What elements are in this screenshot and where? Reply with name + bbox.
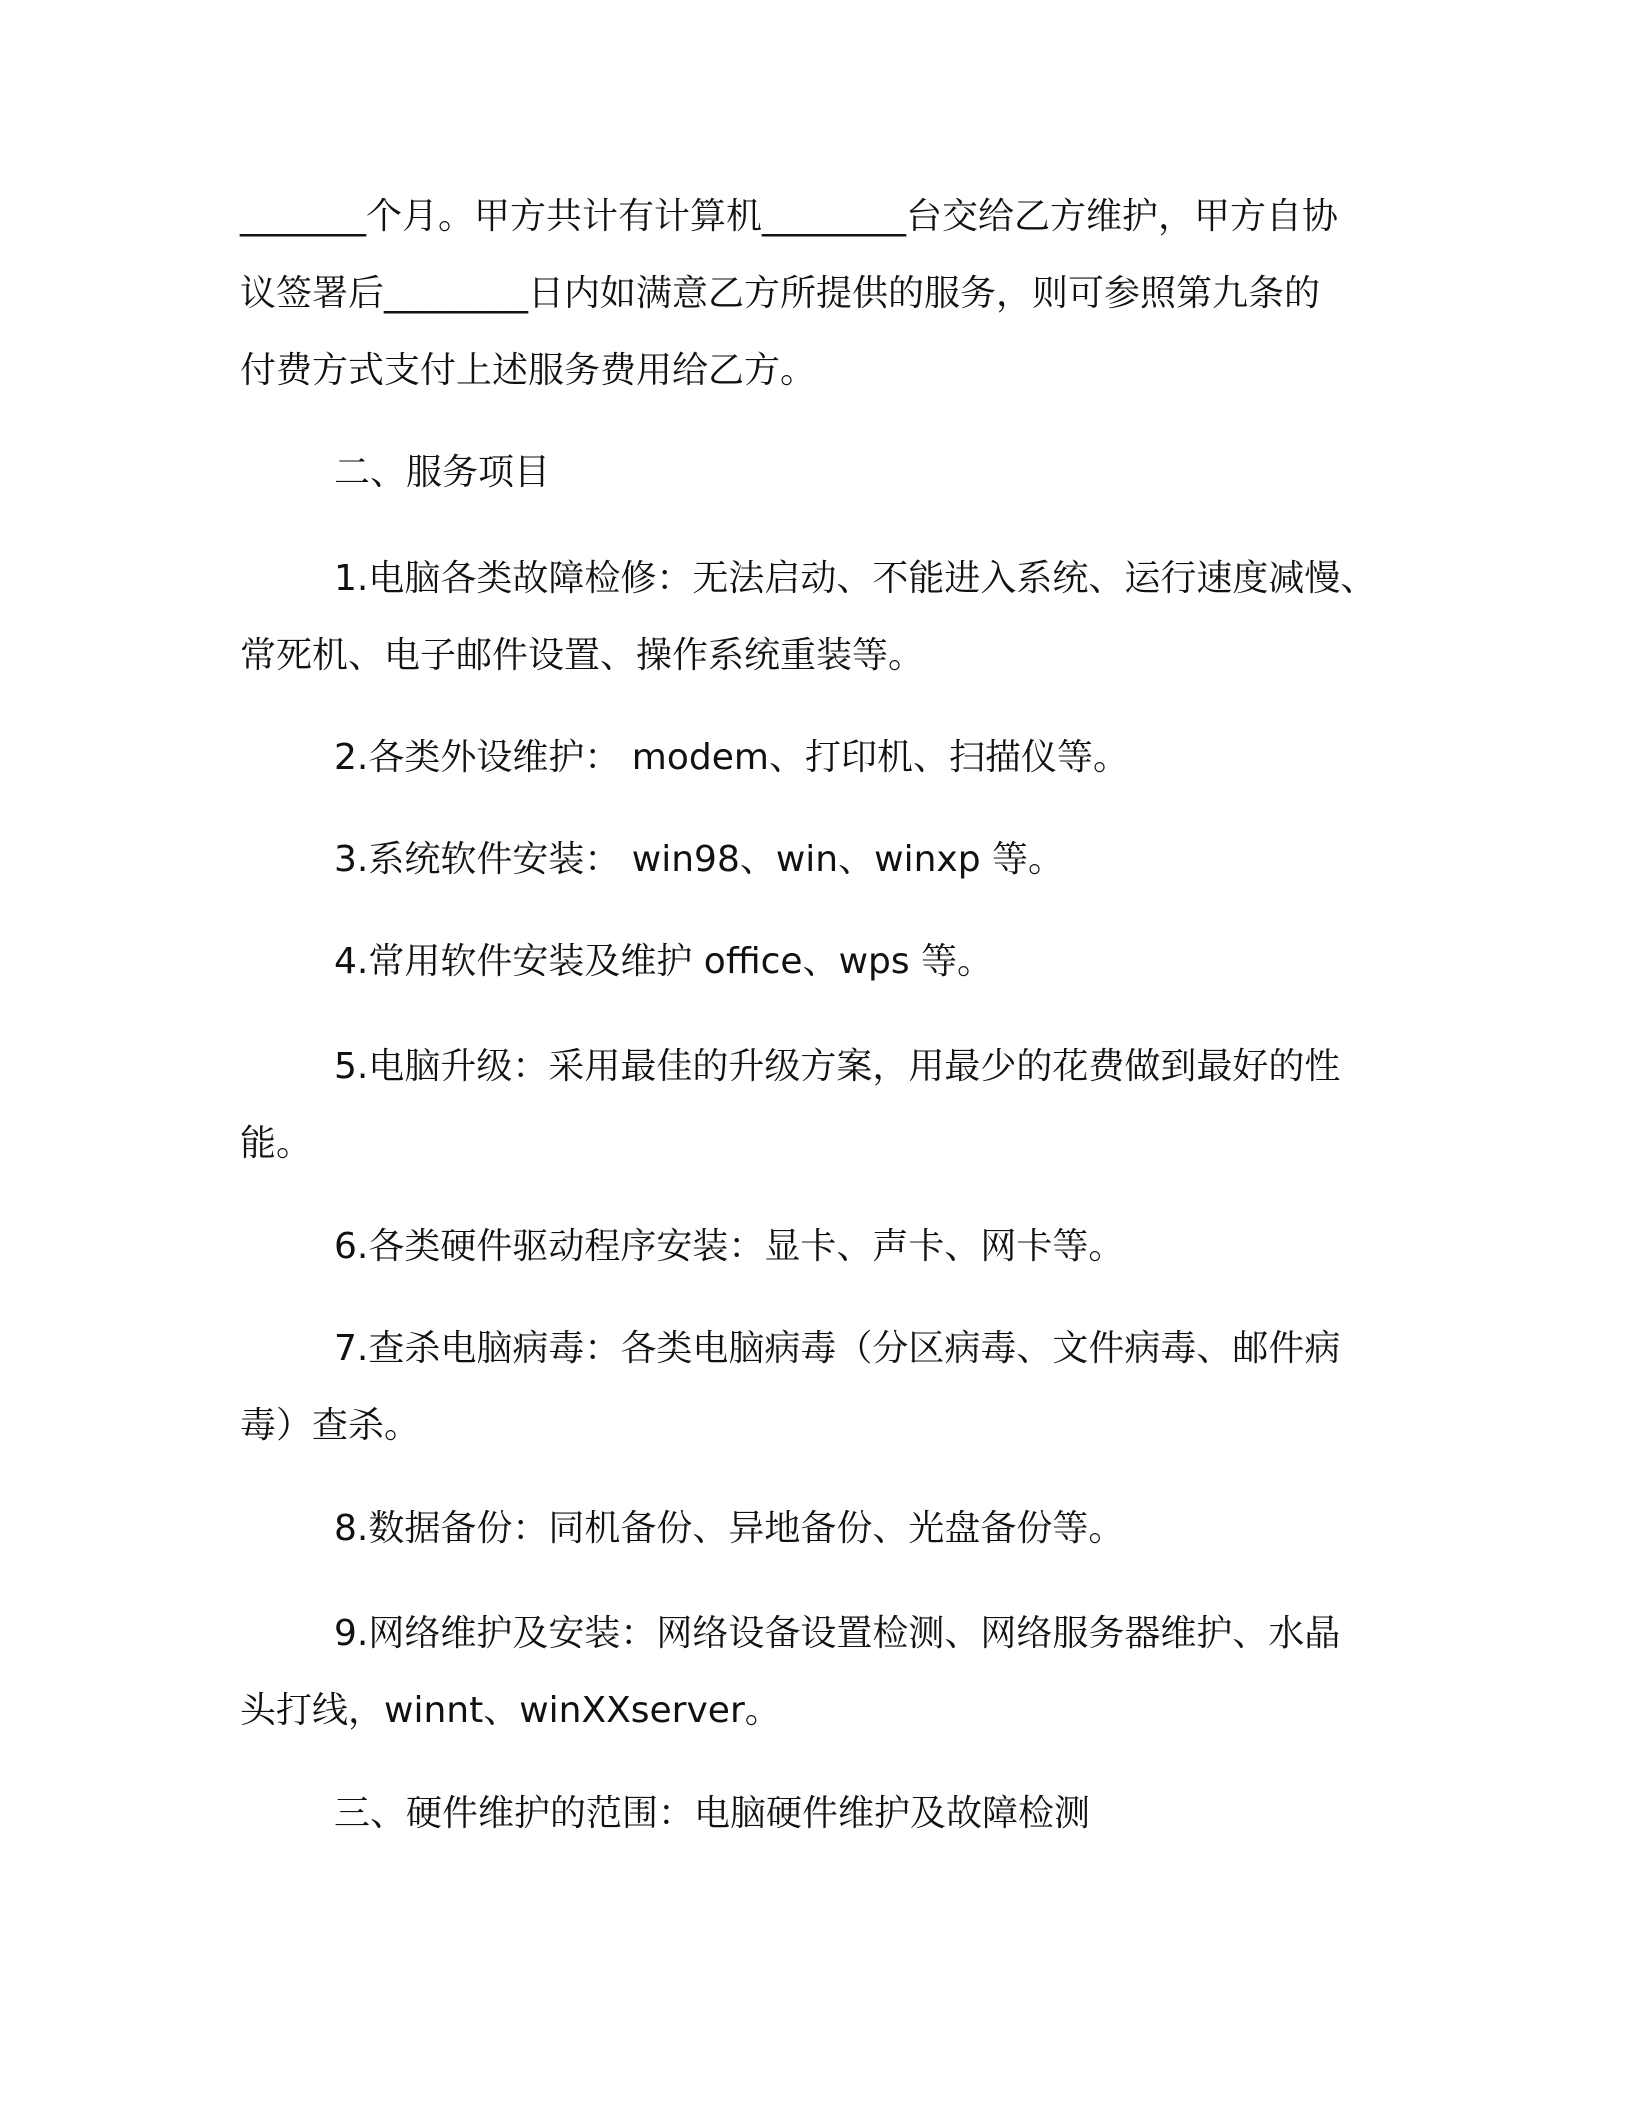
text-line: 1.电脑各类故障检修：无法启动、不能进入系统、运行速度减慢、 [334, 558, 1377, 599]
text-line: 8.数据备份：同机备份、异地备份、光盘备份等。 [334, 1508, 1125, 1549]
service-item-9 [240, 1595, 1400, 1749]
text-line: 头打线，winnt、winXXserver。 [240, 1690, 781, 1731]
text-line: 议签署后________日内如满意乙方所提供的服务，则可参照第九条的 [240, 273, 1321, 314]
service-item-1 [240, 540, 1400, 694]
service-item-4 [240, 923, 1400, 1000]
text-line: 7.查杀电脑病毒：各类电脑病毒（分区病毒、文件病毒、邮件病 [334, 1328, 1341, 1369]
heading-text: 二、服务项目 [334, 452, 551, 493]
text-line: 4.常用软件安装及维护 office、wps 等。 [334, 941, 994, 982]
text-line: 6.各类硬件驱动程序安装：显卡、声卡、网卡等。 [334, 1226, 1125, 1267]
text-line: 付费方式支付上述服务费用给乙方。 [240, 350, 817, 391]
service-item-6 [240, 1208, 1400, 1285]
service-item-8 [240, 1490, 1400, 1567]
text-line: _______个月。甲方共计有计算机________台交给乙方维护，甲方自协 [240, 196, 1339, 237]
text-line: 3.系统软件安装： win98、win、winxp 等。 [334, 839, 1064, 880]
service-item-7 [240, 1310, 1400, 1464]
text-line: 9.网络维护及安装：网络设备设置检测、网络服务器维护、水晶 [334, 1613, 1341, 1654]
text-line: 2.各类外设维护： modem、打印机、扫描仪等。 [334, 737, 1129, 778]
text-line: 能。 [240, 1123, 313, 1164]
intro-paragraph [240, 178, 1400, 409]
heading-text: 三、硬件维护的范围：电脑硬件维护及故障检测 [334, 1793, 1091, 1834]
section-2-heading [240, 434, 1400, 511]
section-3-heading [240, 1775, 1400, 1852]
text-line: 常死机、电子邮件设置、操作系统重装等。 [240, 635, 925, 676]
text-line: 5.电脑升级：采用最佳的升级方案，用最少的花费做到最好的性 [334, 1046, 1341, 1087]
text-line: 毒）查杀。 [240, 1405, 421, 1446]
service-item-5 [240, 1028, 1400, 1182]
service-item-3 [240, 821, 1400, 898]
service-item-2 [240, 719, 1400, 796]
